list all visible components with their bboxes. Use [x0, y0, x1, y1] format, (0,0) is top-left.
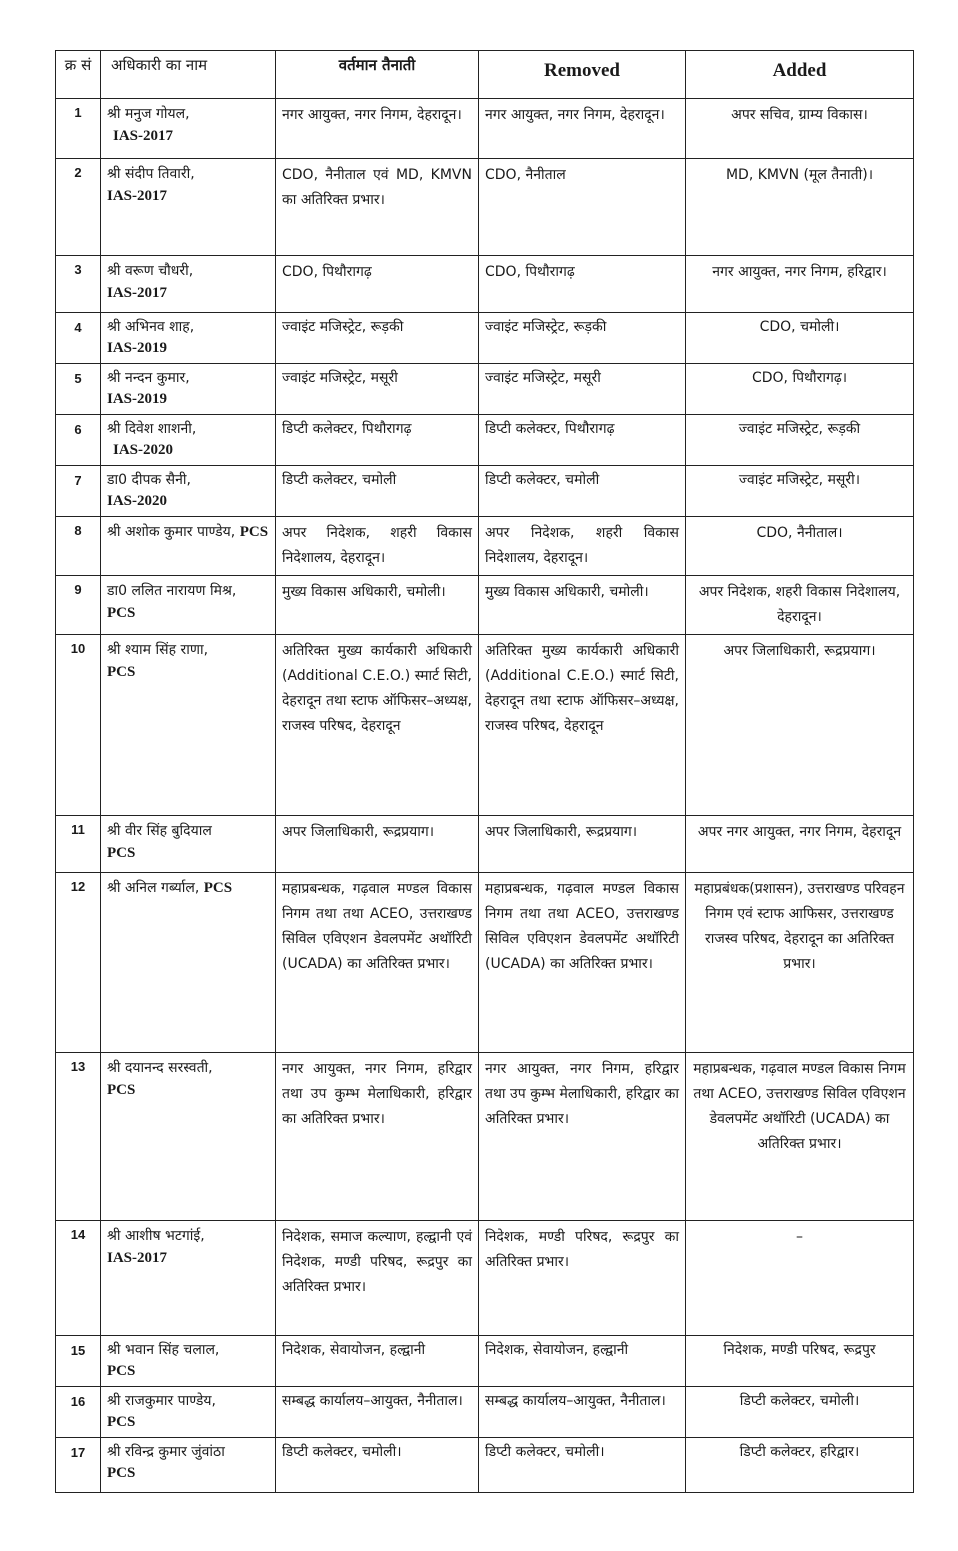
removed-posting: CDO, नैनीताल — [479, 159, 686, 256]
officer-cadre: PCS — [107, 1414, 136, 1430]
officer-name-cell — [101, 466, 276, 517]
serial-number: 12 — [56, 873, 101, 1053]
officer-name: श्री आशीष भटगांई, — [107, 1228, 205, 1244]
removed-posting: अपर जिलाधिकारी, रूद्रप्रयाग। — [479, 816, 686, 873]
officer-name-cell — [101, 816, 276, 873]
officer-cadre: IAS-2019 — [107, 340, 168, 356]
current-posting: डिप्टी कलेक्टर, चमोली — [276, 466, 479, 517]
serial-number: 17 — [56, 1438, 101, 1493]
added-posting: नगर आयुक्त, नगर निगम, हरिद्वार। — [686, 256, 914, 313]
removed-posting: सम्बद्ध कार्यालय–आयुक्त, नैनीताल। — [479, 1387, 686, 1438]
officer-name: श्री अनिल गर्ब्याल, — [107, 880, 200, 896]
serial-number: 6 — [56, 415, 101, 466]
added-posting: – — [686, 1221, 914, 1336]
removed-posting: डिप्टी कलेक्टर, चमोली — [479, 466, 686, 517]
removed-posting: ज्वाइंट मजिस्ट्रेट, मसूरी — [479, 364, 686, 415]
current-posting: अपर जिलाधिकारी, रूद्रप्रयाग। — [276, 816, 479, 873]
officer-cadre: IAS-2019 — [107, 391, 168, 407]
table-row — [56, 1336, 914, 1387]
removed-posting: अतिरिक्त मुख्य कार्यकारी अधिकारी (Additional C.E.O.) स्मार्ट सिटी, देहरादून तथा स्टाफ ऑफिसर–अध्यक्ष, राजस्व परिषद, देहरादून — [479, 635, 686, 816]
serial-number: 4 — [56, 313, 101, 364]
serial-number: 1 — [56, 99, 101, 159]
table-row — [56, 1221, 914, 1336]
removed-posting: डिप्टी कलेक्टर, चमोली। — [479, 1438, 686, 1493]
removed-posting: निदेशक, सेवायोजन, हल्द्वानी — [479, 1336, 686, 1387]
officer-name-cell — [101, 1336, 276, 1387]
current-posting: CDO, नैनीताल एवं MD, KMVN का अतिरिक्त प्रभार। — [276, 159, 479, 256]
added-posting: महाप्रबन्धक, गढ़वाल मण्डल विकास निगम तथा ACEO, उत्तराखण्ड सिविल एविएशन डेवलपमेंट अथॉरिटी (UCADA) का अतिरिक्त प्रभार। — [686, 1053, 914, 1221]
officer-name-cell — [101, 364, 276, 415]
officer-name-cell — [101, 1438, 276, 1493]
officer-name: श्री नन्दन कुमार, — [107, 370, 190, 386]
table-row — [56, 313, 914, 364]
table-header-row — [56, 51, 914, 99]
table-row — [56, 99, 914, 159]
officer-cadre: PCS — [107, 1465, 136, 1481]
officer-name-cell — [101, 415, 276, 466]
removed-posting: CDO, पिथौरागढ़ — [479, 256, 686, 313]
current-posting: महाप्रबन्धक, गढ़वाल मण्डल विकास निगम तथा तथा ACEO, उत्तराखण्ड सिविल एविएशन डेवलपमेंट अथॉरिटी (UCADA) का अतिरिक्त प्रभार। — [276, 873, 479, 1053]
serial-number: 16 — [56, 1387, 101, 1438]
table-row — [56, 1438, 914, 1493]
table-row — [56, 256, 914, 313]
serial-number: 10 — [56, 635, 101, 816]
added-posting: CDO, नैनीताल। — [686, 517, 914, 576]
serial-number: 7 — [56, 466, 101, 517]
removed-posting: नगर आयुक्त, नगर निगम, हरिद्वार तथा उप कुम्भ मेलाधिकारी, हरिद्वार का अतिरिक्त प्रभार। — [479, 1053, 686, 1221]
added-posting: CDO, चमोली। — [686, 313, 914, 364]
officer-name-cell — [101, 1221, 276, 1336]
officer-cadre: PCS — [203, 880, 233, 896]
serial-number: 2 — [56, 159, 101, 256]
officer-name: श्री अशोक कुमार पाण्डेय, — [107, 524, 236, 540]
officer-name-cell — [101, 873, 276, 1053]
officer-name-cell — [101, 99, 276, 159]
added-posting: महाप्रबंधक(प्रशासन), उत्तराखण्ड परिवहन निगम एवं स्टाफ आफिसर, उत्तराखण्ड राजस्व परिषद, देहरादून का अतिरिक्त प्रभार। — [686, 873, 914, 1053]
current-posting: अतिरिक्त मुख्य कार्यकारी अधिकारी (Additional C.E.O.) स्मार्ट सिटी, देहरादून तथा स्टाफ ऑफिसर–अध्यक्ष, राजस्व परिषद, देहरादून — [276, 635, 479, 816]
table-row — [56, 517, 914, 576]
officer-name: श्री मनुज गोयल, — [107, 106, 190, 122]
serial-number: 5 — [56, 364, 101, 415]
officer-name: श्री वीर सिंह बुदियाल — [107, 823, 212, 839]
removed-posting: निदेशक, मण्डी परिषद, रूद्रपुर का अतिरिक्त प्रभार। — [479, 1221, 686, 1336]
added-posting: अपर निदेशक, शहरी विकास निदेशालय, देहरादून। — [686, 576, 914, 635]
officer-cadre: PCS — [239, 524, 269, 540]
officer-cadre: PCS — [107, 1082, 136, 1098]
officer-cadre: IAS-2017 — [107, 188, 168, 204]
officer-name: डा0 ललित नारायण मिश्र, — [107, 583, 237, 599]
added-posting: MD, KMVN (मूल तैनाती)। — [686, 159, 914, 256]
header-removed: Removed — [479, 51, 686, 99]
officer-name-cell — [101, 313, 276, 364]
table-row — [56, 364, 914, 415]
officer-name: श्री वरूण चौधरी, — [107, 263, 194, 279]
officer-name: श्री अभिनव शाह, — [107, 319, 195, 335]
serial-number: 11 — [56, 816, 101, 873]
officer-name: श्री राजकुमार पाण्डेय, — [107, 1393, 216, 1409]
current-posting: निदेशक, समाज कल्याण, हल्द्वानी एवं निदेशक, मण्डी परिषद, रूद्रपुर का अतिरिक्त प्रभार। — [276, 1221, 479, 1336]
officer-name-cell — [101, 1387, 276, 1438]
transfer-order-document — [55, 50, 913, 1493]
added-posting: CDO, पिथौरागढ़। — [686, 364, 914, 415]
added-posting: अपर जिलाधिकारी, रूद्रप्रयाग। — [686, 635, 914, 816]
table-row — [56, 816, 914, 873]
removed-posting: मुख्य विकास अधिकारी, चमोली। — [479, 576, 686, 635]
officer-name: श्री दिवेश शाशनी, — [107, 421, 197, 437]
current-posting: ज्वाइंट मजिस्ट्रेट, मसूरी — [276, 364, 479, 415]
officer-name-cell — [101, 517, 276, 576]
current-posting: मुख्य विकास अधिकारी, चमोली। — [276, 576, 479, 635]
added-posting: डिप्टी कलेक्टर, हरिद्वार। — [686, 1438, 914, 1493]
officer-name: श्री संदीप तिवारी, — [107, 166, 195, 182]
officer-name: श्री भवान सिंह चलाल, — [107, 1342, 220, 1358]
current-posting: अपर निदेशक, शहरी विकास निदेशालय, देहरादून। — [276, 517, 479, 576]
serial-number: 8 — [56, 517, 101, 576]
officer-cadre: PCS — [107, 664, 136, 680]
officer-cadre: IAS-2020 — [113, 442, 174, 458]
officer-name-cell — [101, 256, 276, 313]
removed-posting: अपर निदेशक, शहरी विकास निदेशालय, देहरादून। — [479, 517, 686, 576]
serial-number: 3 — [56, 256, 101, 313]
table-row — [56, 415, 914, 466]
officer-name-cell — [101, 635, 276, 816]
officer-name-cell — [101, 159, 276, 256]
officer-cadre: IAS-2017 — [113, 128, 174, 144]
transfer-table — [55, 50, 914, 1493]
officer-name: डा0 दीपक सैनी, — [107, 472, 191, 488]
header-officer-name: अधिकारी का नाम — [101, 51, 276, 99]
table-row — [56, 159, 914, 256]
table-row — [56, 1387, 914, 1438]
table-row — [56, 635, 914, 816]
officer-cadre: IAS-2020 — [107, 493, 168, 509]
added-posting: अपर सचिव, ग्राम्य विकास। — [686, 99, 914, 159]
officer-name: श्री रविन्द्र कुमार जुंवांठा — [107, 1444, 225, 1460]
added-posting: अपर नगर आयुक्त, नगर निगम, देहरादून — [686, 816, 914, 873]
table-row — [56, 466, 914, 517]
added-posting: ज्वाइंट मजिस्ट्रेट, रूड़की — [686, 415, 914, 466]
removed-posting: डिप्टी कलेक्टर, पिथौरागढ़ — [479, 415, 686, 466]
officer-name: श्री दयानन्द सरस्वती, — [107, 1060, 213, 1076]
added-posting: डिप्टी कलेक्टर, चमोली। — [686, 1387, 914, 1438]
header-added: Added — [686, 51, 914, 99]
table-row — [56, 576, 914, 635]
officer-name-cell — [101, 576, 276, 635]
added-posting: ज्वाइंट मजिस्ट्रेट, मसूरी। — [686, 466, 914, 517]
current-posting: निदेशक, सेवायोजन, हल्द्वानी — [276, 1336, 479, 1387]
removed-posting: नगर आयुक्त, नगर निगम, देहरादून। — [479, 99, 686, 159]
officer-name: श्री श्याम सिंह राणा, — [107, 642, 209, 658]
serial-number: 9 — [56, 576, 101, 635]
officer-cadre: PCS — [107, 845, 136, 861]
table-row — [56, 1053, 914, 1221]
serial-number: 13 — [56, 1053, 101, 1221]
officer-cadre: IAS-2017 — [107, 1250, 168, 1266]
removed-posting: महाप्रबन्धक, गढ़वाल मण्डल विकास निगम तथा तथा ACEO, उत्तराखण्ड सिविल एविएशन डेवलपमेंट अथॉरिटी (UCADA) का अतिरिक्त प्रभार। — [479, 873, 686, 1053]
current-posting: डिप्टी कलेक्टर, पिथौरागढ़ — [276, 415, 479, 466]
removed-posting: ज्वाइंट मजिस्ट्रेट, रूड़की — [479, 313, 686, 364]
officer-name-cell — [101, 1053, 276, 1221]
officer-cadre: IAS-2017 — [107, 285, 168, 301]
officer-cadre: PCS — [107, 605, 136, 621]
table-row — [56, 873, 914, 1053]
current-posting: नगर आयुक्त, नगर निगम, देहरादून। — [276, 99, 479, 159]
added-posting: निदेशक, मण्डी परिषद, रूद्रपुर — [686, 1336, 914, 1387]
current-posting: CDO, पिथौरागढ़ — [276, 256, 479, 313]
serial-number: 14 — [56, 1221, 101, 1336]
current-posting: ज्वाइंट मजिस्ट्रेट, रूड़की — [276, 313, 479, 364]
header-current-posting: वर्तमान तैनाती — [276, 51, 479, 99]
officer-cadre: PCS — [107, 1363, 136, 1379]
current-posting: डिप्टी कलेक्टर, चमोली। — [276, 1438, 479, 1493]
current-posting: सम्बद्ध कार्यालय–आयुक्त, नैनीताल। — [276, 1387, 479, 1438]
header-serial-number: क्र सं — [56, 51, 101, 99]
serial-number: 15 — [56, 1336, 101, 1387]
current-posting: नगर आयुक्त, नगर निगम, हरिद्वार तथा उप कुम्भ मेलाधिकारी, हरिद्वार का अतिरिक्त प्रभार। — [276, 1053, 479, 1221]
